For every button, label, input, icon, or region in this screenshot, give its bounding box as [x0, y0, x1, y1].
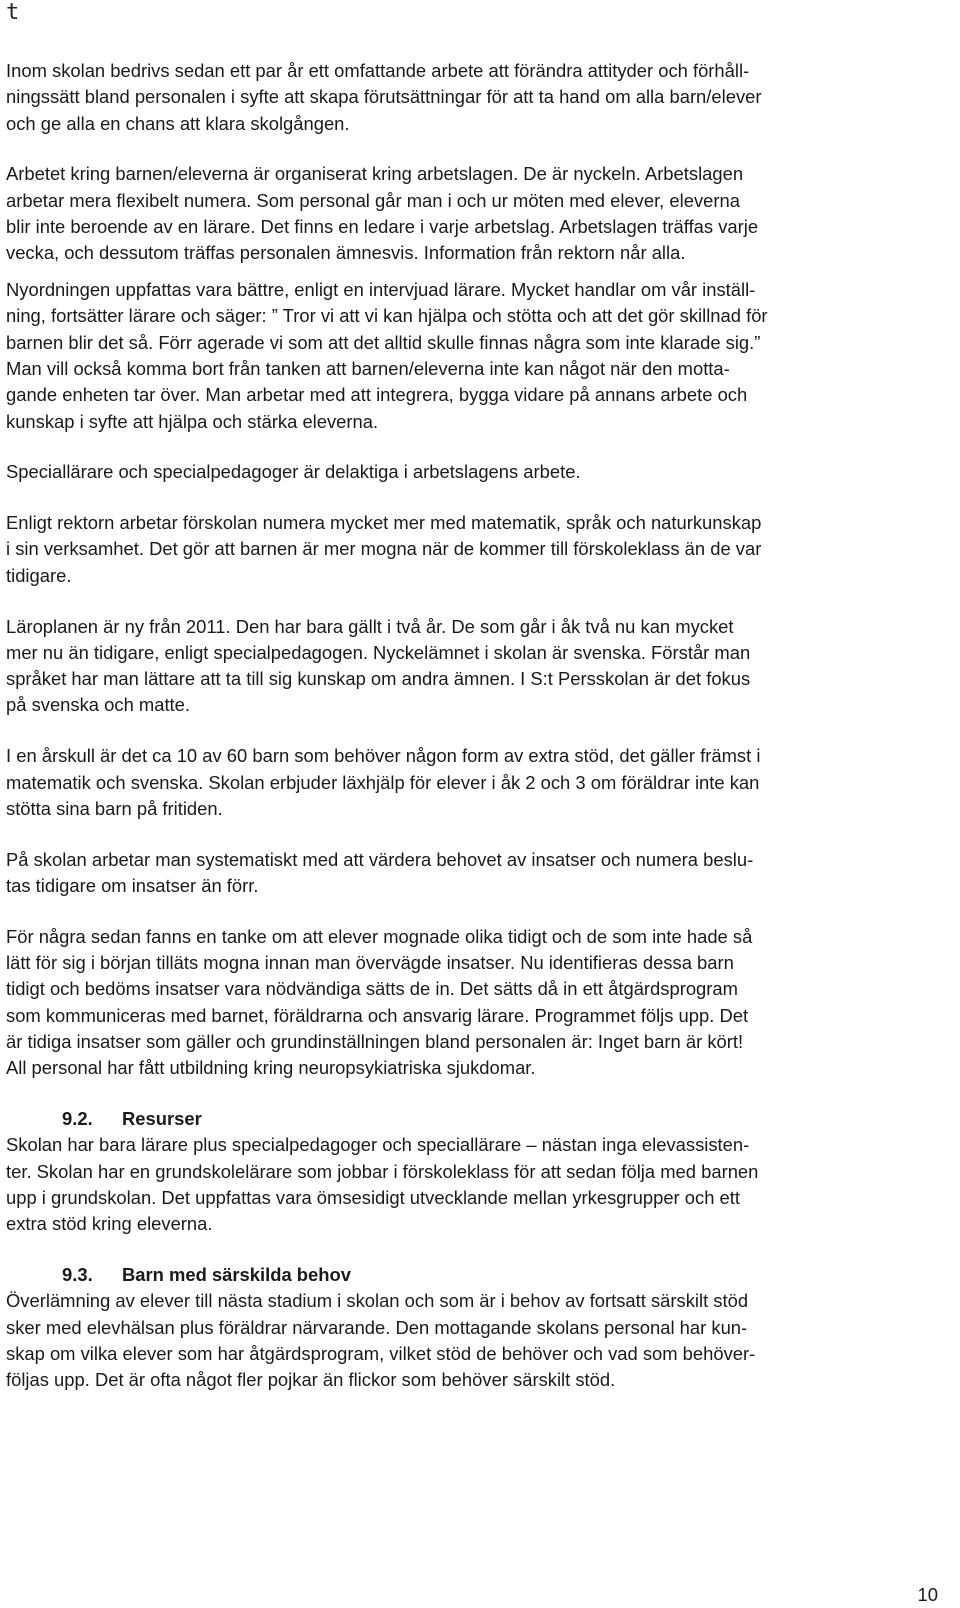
- text-line: tidigare.: [6, 564, 72, 586]
- paragraph-8: [6, 847, 938, 900]
- section-heading-resurser: [6, 1106, 938, 1132]
- text-line: som kommuniceras med barnet, föräldrarna och ansvarig lärare. Programmet följs upp. Det: [6, 1004, 749, 1026]
- text-line: och ge alla en chans att klara skolgången.: [6, 112, 350, 134]
- text-line: språket har man lättare att ta till sig kunskap om andra ämnen. I S:t Persskolan är det fokus: [6, 668, 751, 690]
- text-line: gande enheten tar över. Man arbetar med att integrera, bygga vidare på annans arbete och: [6, 384, 748, 406]
- text-line: stötta sina barn på fritiden.: [6, 797, 223, 819]
- text-line: extra stöd kring eleverna.: [6, 1213, 213, 1235]
- text-line: kunskap i syfte att hjälpa och stärka eleverna.: [6, 410, 379, 432]
- paragraph-3: [6, 277, 938, 435]
- text-line: barnen blir det så. Förr agerade vi som att det alltid skulle finnas några som inte klarade sig.”: [6, 331, 761, 353]
- text-line: ter. Skolan har en grundskolelärare som jobbar i förskoleklass för att sedan följa med barnen: [6, 1160, 759, 1182]
- text-line: ning, fortsätter lärare och säger: ” Tror vi att vi kan hjälpa och stötta och att det gör skillnad för: [6, 305, 768, 327]
- paragraph-9: [6, 924, 938, 1082]
- text-line: Skolan har bara lärare plus specialpedagoger och speciallärare – nästan inga elevassisten-: [6, 1134, 750, 1156]
- section-body-resurser: [6, 1132, 938, 1237]
- text-line: Läroplanen är ny från 2011. Den har bara gällt i två år. De som går i åk två nu kan mycket: [6, 615, 734, 637]
- document-body: [6, 58, 938, 1418]
- text-line: matematik och svenska. Skolan erbjuder läxhjälp för elever i åk 2 och 3 om föräldrar inte kan: [6, 771, 760, 793]
- text-line: sker med elevhälsan plus föräldrar närvarande. Den mottagande skolans personal har kun-: [6, 1316, 748, 1338]
- text-line: Nyordningen uppfattas vara bättre, enligt en intervjuad lärare. Mycket handlar om vår inställ-: [6, 279, 756, 301]
- text-line: tidigt och bedöms insatser vara nödvändiga sätts de in. Det sätts då in ett åtgärdsprogram: [6, 978, 738, 1000]
- paragraph-2: [6, 161, 938, 266]
- corner-mark: t: [6, 0, 20, 25]
- text-line: i sin verksamhet. Det gör att barnen är mer mogna när de kommer till förskoleklass än de var: [6, 538, 762, 560]
- text-line: följas upp. Det är ofta något fler pojkar än flickor som behöver särskilt stöd.: [6, 1369, 616, 1391]
- text-line: Enligt rektorn arbetar förskolan numera mycket mer med matematik, språk och naturkunskap: [6, 512, 762, 534]
- section-number: 9.2.: [62, 1108, 93, 1129]
- text-line: blir inte beroende av en lärare. Det finns en ledare i varje arbetslag. Arbetslagen träffas varje: [6, 215, 759, 237]
- text-line: upp i grundskolan. Det uppfattas vara ömsesidigt utvecklande mellan yrkesgrupper och ett: [6, 1186, 740, 1208]
- paragraph-6: [6, 614, 938, 719]
- section-number: 9.3.: [62, 1263, 93, 1285]
- text-line: På skolan arbetar man systematiskt med att värdera behovet av insatser och numera beslu-: [6, 848, 754, 870]
- text-line: vecka, och dessutom träffas personalen ämnesvis. Information från rektorn når alla.: [6, 242, 686, 264]
- paragraph-7: [6, 743, 938, 822]
- section-heading-barn-med-sarskilda-behov: [6, 1262, 938, 1288]
- page-number: 10: [917, 1584, 938, 1605]
- text-line: lätt för sig i början tilläts mogna innan man övervägde insatser. Nu identifieras dessa barn: [6, 952, 734, 974]
- text-line: arbetar mera flexibelt numera. Som personal går man i och ur möten med elever, eleverna: [6, 189, 740, 211]
- text-line: Man vill också komma bort från tanken att barnen/eleverna inte kan något när den motta-: [6, 357, 730, 379]
- section-title: Barn med särskilda behov: [122, 1263, 351, 1285]
- paragraph-1: [6, 58, 938, 137]
- text-line: Inom skolan bedrivs sedan ett par år ett omfattande arbete att förändra attityder och förhåll-: [6, 60, 750, 81]
- text-line: Överlämning av elever till nästa stadium i skolan och som är i behov av fortsatt särskilt stöd: [6, 1290, 749, 1312]
- section-title: Resurser: [122, 1108, 202, 1129]
- paragraph-4: [6, 459, 938, 485]
- paragraph-5: [6, 510, 938, 589]
- text-line: För några sedan fanns en tanke om att elever mognade olika tidigt och de som inte hade så: [6, 925, 753, 947]
- text-line: på svenska och matte.: [6, 694, 191, 716]
- text-line: All personal har fått utbildning kring neuropsykiatriska sjukdomar.: [6, 1057, 536, 1079]
- text-line: Speciallärare och specialpedagoger är delaktiga i arbetslagens arbete.: [6, 461, 581, 483]
- text-line: är tidiga insatser som gäller och grundinställningen bland personalen är: Inget barn är kört!: [6, 1030, 744, 1052]
- text-line: tas tidigare om insatser än förr.: [6, 874, 259, 896]
- text-line: ningssätt bland personalen i syfte att skapa förutsättningar för att ta hand om alla barn/elever: [6, 86, 762, 108]
- text-line: I en årskull är det ca 10 av 60 barn som behöver någon form av extra stöd, det gäller främst i: [6, 745, 761, 767]
- text-line: mer nu än tidigare, enligt specialpedagogen. Nyckelämnet i skolan är svenska. Förstår man: [6, 641, 751, 663]
- text-line: skap om vilka elever som har åtgärdsprogram, vilket stöd de behöver och vad som behöver-: [6, 1342, 756, 1364]
- section-body-barn-med-sarskilda-behov: [6, 1288, 938, 1393]
- text-line: Arbetet kring barnen/eleverna är organiserat kring arbetslagen. De är nyckeln. Arbetslagen: [6, 163, 744, 185]
